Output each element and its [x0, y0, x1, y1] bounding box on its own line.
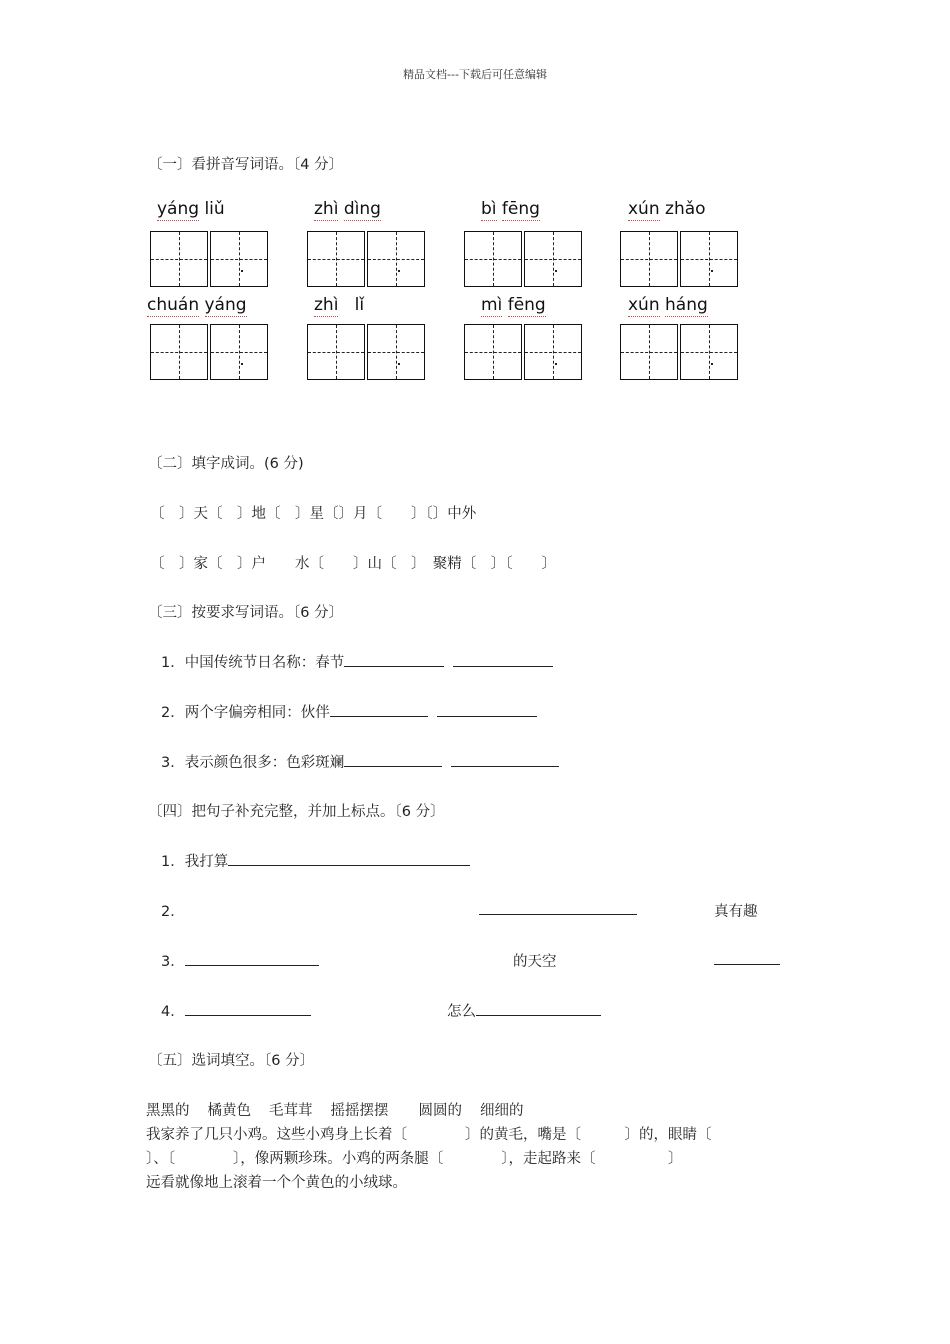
- pinyin-mifeng: mì fēng: [481, 295, 546, 315]
- sentence-4-3: 3．: [161, 950, 319, 971]
- sentence-4-2-number: 2．: [161, 904, 185, 920]
- section-1-title: 〔一〕看拼音写词语。〔4 分〕: [148, 157, 344, 173]
- section-3-title: 〔三〕按要求写词语。〔6 分〕: [148, 605, 344, 621]
- fill-line-2[interactable]: 〔 〕家〔 〕户 水〔 〕山〔 〕 聚精〔 〕〔 〕: [150, 556, 556, 572]
- sentence-4-4: 4．: [161, 1000, 311, 1021]
- word-option: 摇摇摆摆: [330, 1103, 389, 1119]
- question-3-3: 3．表示颜色很多：色彩斑斓: [161, 751, 559, 772]
- answer-blank[interactable]: [437, 702, 537, 717]
- answer-blank[interactable]: [453, 652, 553, 667]
- question-3-1: 1．中国传统节日名称：春节: [161, 651, 553, 672]
- sentence-4-2-text: 真有趣: [714, 904, 758, 920]
- word-option: 圆圆的: [418, 1103, 462, 1119]
- answer-blank[interactable]: [344, 652, 444, 667]
- answer-blank[interactable]: [344, 752, 442, 767]
- question-3-2: 2．两个字偏旁相同：伙伴: [161, 701, 537, 722]
- section-5-title: 〔五〕选词填空。〔6 分〕: [148, 1053, 315, 1069]
- writing-box[interactable]: [680, 324, 738, 380]
- writing-box[interactable]: [367, 231, 425, 287]
- writing-box[interactable]: [210, 231, 268, 287]
- word-bank: [146, 1099, 524, 1120]
- writing-box[interactable]: [210, 324, 268, 380]
- passage-line-3: 远看就像地上滚着一个个黄色的小绒球。: [146, 1175, 407, 1191]
- answer-blank[interactable]: [451, 752, 559, 767]
- answer-blank[interactable]: [185, 1001, 311, 1016]
- passage-line-1: 我家养了几只小鸡。这些小鸡身上长着〔 〕的黄毛，嘴是〔 〕的，眼睛〔: [146, 1127, 712, 1143]
- answer-blank[interactable]: [185, 951, 319, 966]
- writing-box[interactable]: [464, 324, 522, 380]
- word-option: 黑黑的: [146, 1103, 190, 1119]
- section-2-title: 〔二〕填字成词。(6 分): [148, 456, 304, 472]
- answer-blank[interactable]: [476, 1001, 601, 1016]
- sentence-4-1: 1．我打算: [161, 850, 470, 871]
- answer-blank[interactable]: [330, 702, 428, 717]
- writing-box[interactable]: [524, 324, 582, 380]
- pinyin-xunzhao: xún zhǎo: [628, 199, 706, 219]
- pinyin-xunhang: xún háng: [628, 295, 708, 315]
- word-option: 毛茸茸: [269, 1103, 313, 1119]
- sentence-4-4-text: 怎么: [447, 1000, 601, 1021]
- writing-box[interactable]: [620, 324, 678, 380]
- sentence-4-3-blank[interactable]: [714, 950, 780, 969]
- page-header: 精品文档---下载后可任意编辑: [403, 68, 547, 81]
- writing-box[interactable]: [680, 231, 738, 287]
- pinyin-chuanyang: chuán yáng: [147, 295, 247, 315]
- pinyin-bifeng: bì fēng: [481, 199, 540, 219]
- writing-box[interactable]: [524, 231, 582, 287]
- writing-box[interactable]: [150, 231, 208, 287]
- writing-box[interactable]: [464, 231, 522, 287]
- section-4-title: 〔四〕把句子补充完整，并加上标点。〔6 分〕: [148, 804, 445, 820]
- answer-blank[interactable]: [228, 851, 470, 866]
- word-option: 橘黄色: [207, 1103, 251, 1119]
- writing-box[interactable]: [150, 324, 208, 380]
- pinyin-yangliu: yáng liǔ: [157, 199, 225, 219]
- fill-line-1[interactable]: 〔 〕天〔 〕地〔 〕星〔〕月〔 〕〔〕中外: [150, 506, 477, 522]
- writing-box[interactable]: [620, 231, 678, 287]
- word-option: 细细的: [480, 1103, 524, 1119]
- sentence-4-3-text: 的天空: [513, 954, 557, 970]
- passage-line-2: 〕、〔 〕，像两颗珍珠。小鸡的两条腿〔 〕，走起路来〔 〕: [146, 1151, 683, 1167]
- writing-box[interactable]: [307, 324, 365, 380]
- sentence-4-2-blank[interactable]: [479, 900, 637, 919]
- writing-box[interactable]: [367, 324, 425, 380]
- pinyin-zhili: zhì lǐ: [314, 295, 365, 315]
- writing-box[interactable]: [307, 231, 365, 287]
- pinyin-zhiding: zhì dìng: [314, 199, 381, 219]
